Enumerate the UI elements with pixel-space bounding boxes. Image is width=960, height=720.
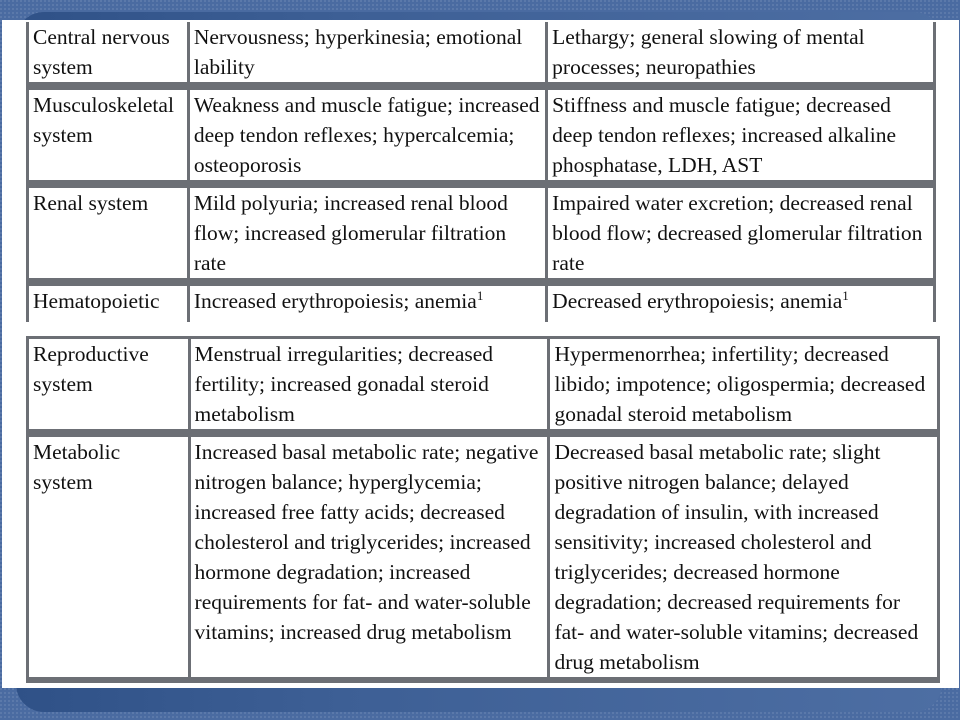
table-row (29, 339, 937, 437)
table-row (29, 22, 933, 90)
hypo-cell: Stiffness and muscle fatigue; decreased deep tendon reflexes; increased alkaline phosphatase, LDH, AST (548, 90, 933, 188)
hypo-cell: Hypermenorrhea; infertility; decreased libido; impotence; oligospermia; decreased gonadal steroid metabolism (550, 339, 937, 437)
upper-table (26, 22, 936, 322)
hyper-cell: Nervousness; hyperkinesia; emotional lability (190, 22, 548, 90)
hyper-cell (190, 286, 548, 322)
system-cell: Hematopoietic (29, 286, 190, 322)
hypo-cell: Impaired water excretion; decreased renal blood flow; decreased glomerular filtration rate (548, 188, 933, 286)
hyper-cell: Weakness and muscle fatigue; increased deep tendon reflexes; hypercalcemia; osteoporosis (190, 90, 548, 188)
footnote-marker: 1 (476, 287, 484, 303)
hypo-cell: Lethargy; general slowing of mental processes; neuropathies (548, 22, 933, 90)
system-cell: Renal system (29, 188, 190, 286)
system-cell: Central nervous system (29, 22, 190, 90)
hyper-cell: Menstrual irregularities; decreased fertility; increased gonadal steroid metabolism (191, 339, 551, 437)
system-cell: Metabolic system (29, 437, 191, 677)
table-row (29, 437, 937, 677)
hypo-cell: Decreased basal metabolic rate; slight positive nitrogen balance; delayed degradation of insulin, with increased sensitivity; increased cholesterol and triglycerides; decreased hormone degradation; decreased requirements for fat- and water-soluble vitamins; decreased drug metabolism (554, 440, 919, 674)
lower-table (26, 336, 940, 683)
system-cell: Reproductive system (29, 339, 191, 437)
hypo-cell (548, 286, 933, 322)
table-row (29, 286, 933, 322)
footnote-marker: 1 (842, 287, 849, 303)
hypo-text: Decreased erythropoiesis; anemia (552, 289, 843, 313)
system-cell: Musculoskeletal system (29, 90, 190, 188)
table-row (29, 90, 933, 188)
hyper-text: Increased erythropoiesis; anemia (193, 289, 477, 313)
table-row (29, 188, 933, 286)
hyper-cell: Increased basal metabolic rate; negative nitrogen balance; hyperglycemia; increased free fatty acids; decreased cholesterol and triglycerides; increased hormone degradation; increased requirements for fat- and water-soluble vitamins; increased drug metabolism (191, 437, 551, 677)
hyper-cell: Mild polyuria; increased renal blood flow; increased glomerular filtration rate (190, 188, 548, 286)
